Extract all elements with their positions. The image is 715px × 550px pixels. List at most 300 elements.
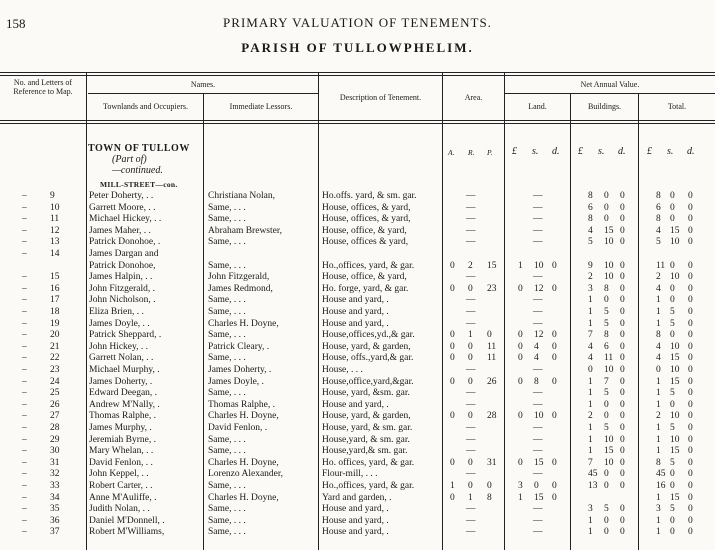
total-shillings: 15 (670, 492, 680, 503)
area-dash: — (466, 225, 476, 236)
dash: – (22, 434, 27, 445)
land-pounds: 1 (518, 492, 523, 503)
table-top-rule (0, 72, 715, 73)
total-pence: 0 (688, 423, 693, 433)
area-dash: — (466, 307, 476, 317)
total-pounds: 1 (656, 399, 661, 410)
dash: – (22, 504, 27, 515)
lessor: Christiana Nolan, (208, 191, 276, 201)
buildings-pounds: 7 (588, 457, 593, 468)
table-row (0, 504, 715, 515)
buildings-pounds: 8 (588, 191, 593, 201)
description: Yard and garden, . (322, 492, 392, 503)
table-row (0, 249, 715, 260)
total-pounds: 8 (656, 457, 661, 468)
lessor: David Fenlon, . (208, 423, 268, 433)
area-perches: 28 (487, 411, 497, 422)
ref-number: 16 (50, 283, 60, 294)
area-dash: — (466, 399, 476, 410)
header-area: Area. (464, 93, 483, 102)
area-dash: — (466, 504, 476, 515)
dash: – (22, 481, 27, 491)
lessor: James Redmond, (208, 283, 273, 294)
buildings-pence: 0 (620, 283, 625, 294)
land-pence: 0 (552, 411, 557, 422)
total-pounds: 2 (656, 411, 661, 422)
occupier: Patrick Donohoe, (89, 260, 156, 271)
ref-number: 36 (50, 515, 60, 526)
buildings-pounds: 0 (588, 365, 593, 375)
total-pence: 0 (688, 527, 693, 538)
area-roods: 0 (468, 376, 473, 387)
land-dash: — (533, 434, 543, 445)
land-pounds: 0 (518, 283, 523, 294)
occupier: John Nicholson, . (89, 295, 156, 306)
dash: – (22, 283, 27, 294)
area-roods: 0 (468, 341, 473, 352)
unit-bld-pounds: £ (578, 146, 583, 157)
lessor: Charles H. Doyne, (208, 411, 279, 422)
total-pence: 0 (688, 214, 693, 225)
table-row (0, 295, 715, 306)
total-pence: 0 (688, 481, 693, 491)
area-roods: 1 (468, 492, 473, 503)
buildings-shillings: 0 (604, 399, 609, 410)
description: Flour-mill, . . . (322, 469, 378, 480)
land-pounds: 0 (518, 411, 523, 422)
total-pence: 0 (688, 225, 693, 236)
buildings-pence: 0 (620, 399, 625, 410)
buildings-shillings: 10 (604, 237, 614, 248)
buildings-pence: 0 (620, 272, 625, 283)
description: House,offices,yd.,& gar. (322, 330, 415, 341)
buildings-pence: 0 (620, 191, 625, 201)
buildings-shillings: 5 (604, 423, 609, 433)
buildings-shillings: 5 (604, 504, 609, 515)
dash: – (22, 411, 27, 422)
buildings-pence: 0 (620, 527, 625, 538)
table-row (0, 261, 715, 272)
description: House and yard, . (322, 295, 389, 306)
buildings-pence: 0 (620, 469, 625, 480)
buildings-pence: 0 (620, 225, 625, 236)
table-row (0, 319, 715, 330)
area-dash: — (466, 388, 476, 399)
land-pounds: 0 (518, 353, 523, 364)
dash: – (22, 341, 27, 352)
buildings-shillings: 5 (604, 307, 609, 317)
total-shillings: 15 (670, 376, 680, 387)
buildings-pounds: 6 (588, 202, 593, 213)
dash: – (22, 318, 27, 329)
lessor: Charles H. Doyne, (208, 457, 279, 468)
land-dash: — (533, 307, 543, 317)
area-acres: 0 (450, 492, 455, 503)
occupier: Garrett Nolan, . . (89, 353, 154, 364)
area-perches: 15 (487, 260, 497, 271)
total-pence: 0 (688, 191, 693, 201)
total-shillings: 0 (670, 283, 675, 294)
lessor: Same, . . . (208, 307, 246, 317)
total-pence: 0 (688, 260, 693, 271)
table-row (0, 330, 715, 341)
buildings-pounds: 4 (588, 353, 593, 364)
total-shillings: 5 (670, 307, 675, 317)
land-pounds: 0 (518, 376, 523, 387)
total-pounds: 0 (656, 365, 661, 375)
dash: – (22, 295, 27, 306)
table-row (0, 411, 715, 422)
occupier: Michael Murphy, . (89, 365, 160, 375)
total-pounds: 16 (656, 481, 666, 491)
area-acres: 0 (450, 283, 455, 294)
ref-number: 25 (50, 388, 60, 399)
total-pounds: 1 (656, 446, 661, 457)
total-pounds: 1 (656, 492, 661, 503)
table-row (0, 203, 715, 214)
lessor: Patrick Cleary, . (208, 341, 270, 352)
total-pence: 0 (688, 388, 693, 399)
description: House and yard, . (322, 504, 389, 515)
description: House, offices, & yard, (322, 202, 411, 213)
header-buildings: Buildings. (587, 102, 622, 111)
total-pounds: 45 (656, 469, 666, 480)
header-bottom-rule (0, 120, 715, 121)
land-dash: — (533, 237, 543, 248)
occupier: Daniel M'Donnell, . (89, 515, 165, 526)
buildings-pence: 0 (620, 423, 625, 433)
ref-number: 15 (50, 272, 60, 283)
ref-number: 23 (50, 365, 60, 375)
total-pounds: 6 (656, 202, 661, 213)
occupier: Judith Nolan, . . (89, 504, 150, 515)
street-heading: MILL-STREET—con. (100, 180, 178, 189)
ref-number: 11 (50, 214, 60, 225)
land-dash: — (533, 318, 543, 329)
buildings-pounds: 4 (588, 341, 593, 352)
buildings-pence: 0 (620, 202, 625, 213)
dash: – (22, 399, 27, 410)
land-pence: 0 (552, 457, 557, 468)
ref-number: 35 (50, 504, 60, 515)
total-pounds: 8 (656, 330, 661, 341)
lessor: Charles H. Doyne, (208, 492, 279, 503)
table-row (0, 493, 715, 504)
total-shillings: 0 (670, 527, 675, 538)
occupier: Garrett Moore, . . (89, 202, 156, 213)
area-dash: — (466, 469, 476, 480)
dash: – (22, 527, 27, 538)
occupier: Patrick Donohoe, . (89, 237, 161, 248)
total-pounds: 8 (656, 191, 661, 201)
total-shillings: 10 (670, 341, 680, 352)
occupier: Michael Hickey, . . (89, 214, 162, 225)
header-bottom-rule-inner (0, 123, 715, 124)
area-acres: 0 (450, 376, 455, 387)
area-roods: 1 (468, 330, 473, 341)
ref-number: 21 (50, 341, 60, 352)
area-acres: 1 (450, 481, 455, 491)
table-row (0, 226, 715, 237)
total-pence: 0 (688, 399, 693, 410)
total-pounds: 1 (656, 515, 661, 526)
occupier: John Fitzgerald, . (89, 283, 155, 294)
land-dash: — (533, 527, 543, 538)
buildings-pence: 0 (620, 353, 625, 364)
lessor: Same, . . . (208, 434, 246, 445)
total-pence: 0 (688, 330, 693, 341)
dash: – (22, 423, 27, 433)
header-names: Names. (190, 80, 216, 89)
total-pence: 0 (688, 272, 693, 283)
buildings-shillings: 0 (604, 515, 609, 526)
buildings-pence: 0 (620, 515, 625, 526)
land-shillings: 12 (534, 330, 544, 341)
table-row (0, 400, 715, 411)
description: House,yard,& sm. gar. (322, 446, 408, 457)
unit-perches: P. (487, 148, 493, 157)
total-pounds: 1 (656, 423, 661, 433)
description: House and yard, . (322, 318, 389, 329)
area-perches: 0 (487, 481, 492, 491)
area-perches: 26 (487, 376, 497, 387)
land-pence: 0 (552, 283, 557, 294)
lessor: James Doherty, . (208, 365, 272, 375)
description: House, yard, & sm. gar. (322, 423, 413, 433)
land-dash: — (533, 191, 543, 201)
area-acres: 0 (450, 341, 455, 352)
description: House, offs.,yard,& gar. (322, 353, 414, 364)
buildings-shillings: 6 (604, 341, 609, 352)
area-perches: 23 (487, 283, 497, 294)
occupier: James Dargan and (89, 249, 159, 259)
area-roods: 0 (468, 411, 473, 422)
total-shillings: 0 (670, 260, 675, 271)
unit-bld-shillings: s. (598, 146, 605, 157)
buildings-pence: 0 (620, 295, 625, 306)
lessor: Same, . . . (208, 260, 246, 271)
total-pence: 0 (688, 341, 693, 352)
occupier: James Murphy, . (89, 423, 152, 433)
description: House, office, & yard, (322, 272, 407, 283)
land-pounds: 0 (518, 457, 523, 468)
land-pence: 0 (552, 353, 557, 364)
land-dash: — (533, 515, 543, 526)
lessor: Same, . . . (208, 388, 246, 399)
table-row (0, 353, 715, 364)
occupier: James Halpin, . . (89, 272, 153, 283)
ref-number: 30 (50, 446, 60, 457)
occupier: James Maher, . . (89, 225, 151, 236)
table-row (0, 423, 715, 434)
buildings-pounds: 1 (588, 399, 593, 410)
table-top-rule-inner (0, 75, 715, 76)
land-dash: — (533, 446, 543, 457)
buildings-pounds: 8 (588, 214, 593, 225)
table-row (0, 469, 715, 480)
total-shillings: 0 (670, 295, 675, 306)
unit-total-shillings: s. (667, 146, 674, 157)
table-row (0, 516, 715, 527)
area-roods: 0 (468, 457, 473, 468)
total-pence: 0 (688, 283, 693, 294)
total-pounds: 4 (656, 225, 661, 236)
lessor: Same, . . . (208, 295, 246, 306)
total-pounds: 1 (656, 295, 661, 306)
description: House, office, & yard, (322, 225, 407, 236)
total-shillings: 5 (670, 318, 675, 329)
total-shillings: 0 (670, 202, 675, 213)
ref-number: 18 (50, 307, 60, 317)
area-dash: — (466, 191, 476, 201)
total-shillings: 0 (670, 330, 675, 341)
table-row (0, 237, 715, 248)
total-shillings: 5 (670, 457, 675, 468)
ref-number: 27 (50, 411, 60, 422)
total-shillings: 15 (670, 225, 680, 236)
description: House, yard, & garden, (322, 341, 411, 352)
table-row (0, 307, 715, 318)
land-pence: 0 (552, 492, 557, 503)
total-pounds: 1 (656, 434, 661, 445)
parish-title: PARISH OF TULLOWPHELIM. (241, 40, 474, 55)
occupier: Edward Deegan, . (89, 388, 158, 399)
unit-acres: A. (448, 148, 455, 157)
lessor: Same, . . . (208, 214, 246, 225)
description: Ho. offices, yard, & gar. (322, 457, 415, 468)
lessor: Abraham Brewster, (208, 225, 283, 236)
buildings-shillings: 0 (604, 214, 609, 225)
area-roods: 0 (468, 353, 473, 364)
total-shillings: 10 (670, 237, 680, 248)
description: Ho.,offices, yard, & gar. (322, 260, 415, 271)
unit-bld-pence: d. (618, 146, 626, 157)
total-pounds: 4 (656, 341, 661, 352)
header-land: Land. (528, 102, 547, 111)
buildings-shillings: 0 (604, 411, 609, 422)
area-roods: 0 (468, 481, 473, 491)
lessor: Same, . . . (208, 515, 246, 526)
lessor: John Fitzgerald, (208, 272, 270, 283)
ref-number: 12 (50, 225, 60, 236)
land-dash: — (533, 272, 543, 283)
ref-number: 31 (50, 457, 60, 468)
dash: – (22, 365, 27, 375)
land-shillings: 0 (534, 481, 539, 491)
ref-number: 28 (50, 423, 60, 433)
total-pence: 0 (688, 446, 693, 457)
ref-number: 10 (50, 202, 60, 213)
total-pence: 0 (688, 307, 693, 317)
description: House,yard, & sm. gar. (322, 434, 410, 445)
lessor: Same, . . . (208, 330, 246, 341)
buildings-pence: 0 (620, 434, 625, 445)
buildings-shillings: 0 (604, 527, 609, 538)
land-dash: — (533, 504, 543, 515)
buildings-pence: 0 (620, 504, 625, 515)
land-dash: — (533, 202, 543, 213)
ref-number: 32 (50, 469, 60, 480)
total-pounds: 1 (656, 388, 661, 399)
total-shillings: 15 (670, 353, 680, 364)
table-row (0, 446, 715, 457)
total-pounds: 5 (656, 237, 661, 248)
area-roods: 2 (468, 260, 473, 271)
header-description: Description of Tenement. (339, 93, 422, 102)
unit-total-pence: d. (687, 146, 695, 157)
occupier: Thomas Ralphe, . (89, 411, 157, 422)
occupier: Andrew M'Nally, . (89, 399, 160, 410)
land-pence: 0 (552, 341, 557, 352)
area-acres: 0 (450, 457, 455, 468)
table-row (0, 388, 715, 399)
unit-land-pence: d. (552, 146, 560, 157)
occupier: Jeremiah Byrne, . (89, 434, 157, 445)
ref-number: 20 (50, 330, 60, 341)
dash: – (22, 330, 27, 341)
buildings-pounds: 4 (588, 225, 593, 236)
land-shillings: 12 (534, 283, 544, 294)
area-acres: 0 (450, 330, 455, 341)
buildings-pence: 0 (620, 237, 625, 248)
buildings-shillings: 8 (604, 283, 609, 294)
total-shillings: 15 (670, 446, 680, 457)
area-acres: 0 (450, 353, 455, 364)
dash: – (22, 388, 27, 399)
buildings-pounds: 7 (588, 330, 593, 341)
total-shillings: 5 (670, 388, 675, 399)
description: House, offices & yard, (322, 237, 409, 248)
area-perches: 8 (487, 492, 492, 503)
description: House, offices, & yard, (322, 214, 411, 225)
description: House, yard, &sm. gar. (322, 388, 410, 399)
buildings-pence: 0 (620, 481, 625, 491)
land-dash: — (533, 295, 543, 306)
total-pounds: 4 (656, 353, 661, 364)
total-pounds: 1 (656, 527, 661, 538)
dash: – (22, 237, 27, 248)
buildings-pounds: 1 (588, 318, 593, 329)
total-pounds: 8 (656, 214, 661, 225)
occupier: Anne M'Auliffe, . (89, 492, 157, 503)
header-net-annual-value: Net Annual Value. (580, 80, 640, 89)
land-shillings: 4 (534, 341, 539, 352)
buildings-pounds: 1 (588, 515, 593, 526)
buildings-shillings: 0 (604, 295, 609, 306)
buildings-pence: 0 (620, 365, 625, 375)
buildings-pounds: 1 (588, 295, 593, 306)
area-dash: — (466, 434, 476, 445)
land-pence: 0 (552, 481, 557, 491)
total-shillings: 0 (670, 469, 675, 480)
lessor: Same, . . . (208, 237, 246, 248)
total-shillings: 0 (670, 191, 675, 201)
dash: – (22, 376, 27, 387)
lessor: Charles H. Doyne, (208, 318, 279, 329)
town-heading (88, 143, 190, 176)
ref-number: 34 (50, 492, 60, 503)
occupier: John Hickey, . . (89, 341, 149, 352)
area-dash: — (466, 202, 476, 213)
land-shillings: 8 (534, 376, 539, 387)
description: House and yard, . (322, 515, 389, 526)
header-mid-rule-nav (505, 93, 715, 94)
dash: – (22, 446, 27, 457)
table-row (0, 191, 715, 202)
buildings-shillings: 10 (604, 260, 614, 271)
buildings-pounds: 1 (588, 434, 593, 445)
buildings-pounds: 45 (588, 469, 598, 480)
